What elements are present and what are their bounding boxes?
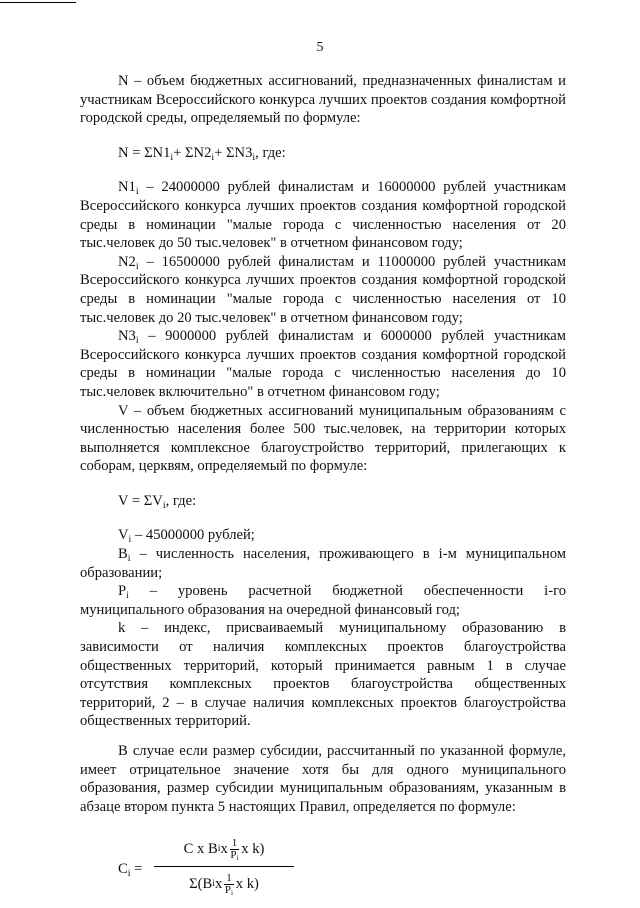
paragraph-n3: $N3_i - 9000000$ рублей финалистам и 6000000 рублей участникам Всероссийского конкурса лучших проектов создания комфортной городской среды в номинации "малые города с численностью населения до 10 тыс.человек включительно" в отчетном финансовом году; bbox=[80, 328, 566, 400]
paragraph-pi: $P_i$ – уровень расчетной бюджетной обеспеченности i-го муниципального образования на очередной финансовый год; bbox=[80, 583, 566, 618]
formula-ci-lhs: $C_i$ = bbox=[118, 861, 143, 880]
document-body bbox=[80, 72, 566, 908]
formula-ci-denominator: Σ(B i x 1 $P_i$ x k) bbox=[189, 871, 259, 897]
page-number: 5 bbox=[316, 40, 324, 55]
paragraph-n2: $N2_i - 16500000$ рублей финалистам и 11000000 рублей участникам Всероссийского конкурса лучших проектов создания комфортной городской среды в номинации "малые города с численностью населения от 10 тыс.человек до 20 тыс.человек" в отчетном финансовом году; bbox=[80, 253, 566, 326]
formula-ci-fraction bbox=[154, 832, 294, 901]
paragraph-n1: $N1_i - 24000000$ рублей финалистам и 16000000 рублей участникам Всероссийского конкурса лучших проектов создания комфортной городской среды в номинации "малые города с численностью населения от 20 тыс.человек до 50 тыс.человек" в отчетном финансовом году; bbox=[80, 179, 566, 252]
paragraph-bi: $B_i$ – численность населения, проживающего в i-м муниципальном образовании; bbox=[80, 546, 566, 581]
formula-ci-den-inner-fraction: 1 $P_i$ bbox=[224, 871, 234, 897]
top-rule bbox=[0, 2, 76, 3]
paragraph-v-definition: V – объем бюджетных ассигнований муниципальным образованиям с численностью населения более 500 тыс.человек, на территории которых выполняется комплексное благоустройство территорий, прилегающих к соборам, церквям, определяемый по формуле: bbox=[80, 402, 566, 475]
formula-ci bbox=[118, 832, 566, 908]
formula-ci-num-inner-fraction: 1 $P_i$ bbox=[230, 836, 239, 862]
formula-n: $N = \Sigma N1_i+ \Sigma N2_i+ \Sigma N3_i$, где: bbox=[118, 144, 286, 163]
paragraph-n-definition: N – объем бюджетных ассигнований, предназначенных финалистам и участникам Всероссийского конкурса лучших проектов создания комфортной городской среды, определяемый по формуле: bbox=[80, 73, 566, 127]
paragraph-negative-case: В случае если размер субсидии, рассчитанный по указанной формуле, имеет отрицательное значение хотя бы для одного муниципального образования, размер субсидии муниципальным образованиям, указанным в абзаце втором пункта 5 настоящих Правил, определяется по формуле: bbox=[80, 743, 566, 815]
formula-v: $V = \Sigma V_i$, где: bbox=[118, 492, 197, 511]
paragraph-vi: $V_i - 45000000$ рублей; bbox=[118, 527, 255, 546]
paragraph-k: k – индекс, присваиваемый муниципальному образованию в зависимости от наличия комплексных проектов благоустройства общественных территорий, который принимается равным 1 в случае отсутствия комплексных проектов благоустройства общественных территорий, 2 – в случае наличия комплексных проектов благоустройства общественных территорий. bbox=[80, 620, 566, 730]
formula-ci-numerator: C x B i x 1 $P_i$ x k) bbox=[183, 836, 265, 862]
